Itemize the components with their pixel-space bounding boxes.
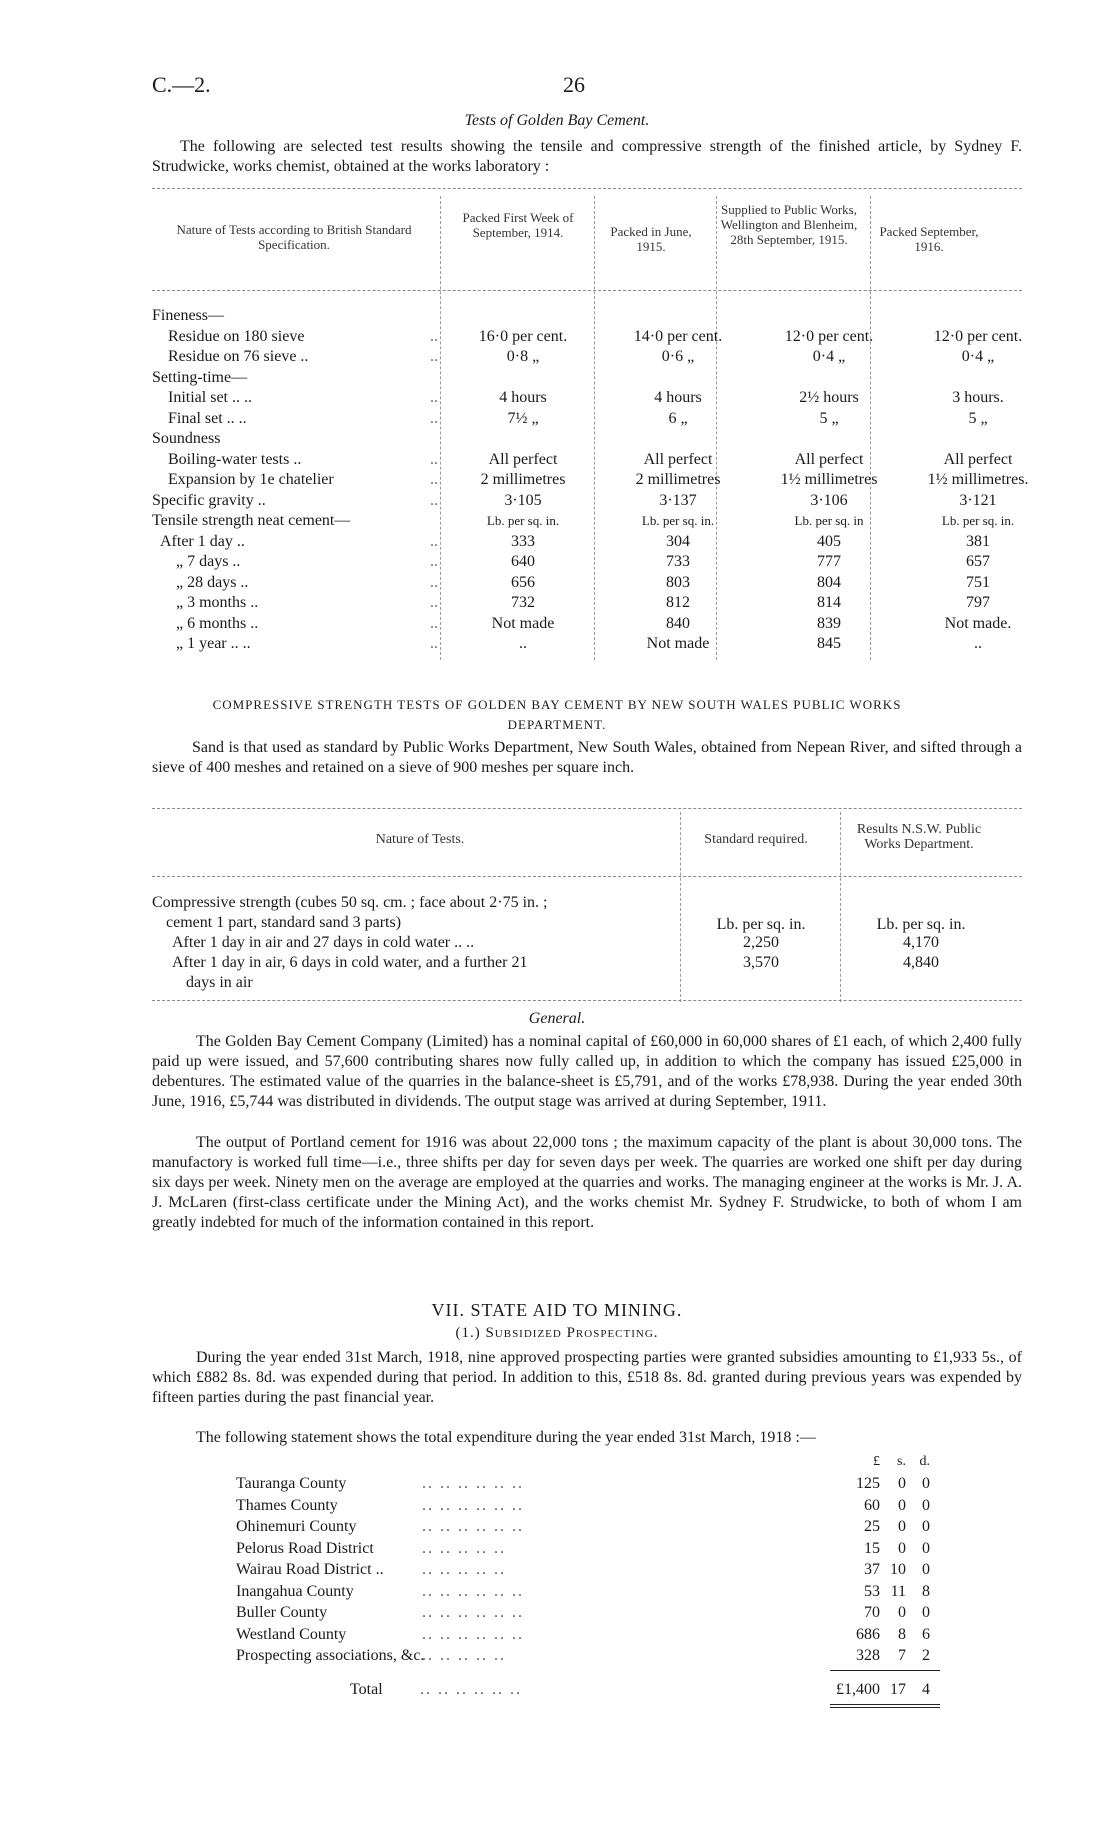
table2-desc-line: cement 1 part, standard sand 3 parts) [166, 914, 402, 931]
table1-row-leader: .. [430, 614, 438, 632]
expenditure-leader: .. .. .. .. .. .. [422, 1496, 524, 1514]
table1-cell: 656 [511, 573, 535, 591]
table1-row-label: Specific gravity .. [152, 491, 266, 509]
table1-cell: 4 hours [499, 389, 547, 406]
table1-cell: 0·4 „ [812, 348, 846, 365]
table1-row [152, 593, 1022, 613]
table2-col-nature: Nature of Tests. [375, 832, 465, 847]
expenditure-name: Ohinemuri County [236, 1518, 357, 1535]
table1-row-leader: .. [430, 491, 438, 509]
table1-cell: 814 [817, 594, 841, 611]
table2-desc-line: After 1 day in air and 27 days in cold water .. .. [172, 934, 475, 951]
table1-cell: 7½ „ [507, 409, 539, 427]
expenditure-name: Pelorus Road District [236, 1539, 374, 1557]
table1-cell: 840 [666, 614, 690, 632]
table1-cell: .. [519, 635, 527, 652]
table2-vrule-2 [840, 812, 841, 1002]
table1-row-leader: .. [430, 409, 438, 427]
table1-cell: 0·4 „ [961, 348, 995, 365]
expenditure-leader: .. .. .. .. .. [422, 1539, 506, 1557]
table1-row-leader: .. [430, 389, 438, 406]
expenditure-row [236, 1582, 936, 1602]
table1-cell: 797 [966, 594, 990, 611]
expenditure-shillings: 8 [898, 1625, 906, 1643]
expenditure-shillings: 0 [898, 1539, 906, 1557]
table1-row-label: Tensile strength neat cement— [152, 512, 351, 529]
expenditure-pence: 0 [922, 1518, 930, 1535]
table1-row [152, 573, 1022, 593]
expenditure-pounds: 686 [856, 1625, 880, 1643]
table1-row-label: Final set .. .. [168, 409, 247, 427]
table1-cell: 3 hours. [952, 389, 1004, 406]
expenditure-pence: 2 [922, 1647, 930, 1664]
expenditure-pence: 0 [922, 1561, 930, 1578]
expenditure-pounds: 25 [864, 1518, 880, 1535]
table1-row-leader: .. [430, 553, 438, 570]
document-code: C.—2. [152, 72, 211, 97]
table2-result-unit: Lb. per sq. in. [876, 916, 966, 933]
table2-bottom-rule [152, 1000, 1022, 1001]
total-rule-bottom [830, 1704, 940, 1705]
table1-col-1914: Packed First Week of September, 1914. [462, 210, 574, 240]
expenditure-leader: .. .. .. .. .. [422, 1561, 506, 1578]
table1-col-1915: Packed in June, 1915. [610, 224, 692, 254]
expenditure-shillings: 0 [898, 1475, 906, 1492]
expenditure-pounds: 37 [864, 1561, 880, 1578]
table1-cell: 14·0 per cent. [633, 327, 723, 345]
table1-row-label: Boiling-water tests .. [168, 450, 302, 468]
table1-cell: 381 [966, 532, 990, 550]
expenditure-pence: 0 [922, 1475, 930, 1492]
table1-cell: Lb. per sq. in. [941, 513, 1015, 528]
expenditure-shillings: 7 [898, 1647, 906, 1664]
table1-cell: 12·0 per cent. [933, 327, 1023, 345]
table1-row [152, 306, 1022, 326]
table1-top-rule [152, 188, 1022, 189]
table1-row [152, 552, 1022, 572]
table2-result-value: 4,840 [903, 954, 939, 971]
expenditure-leader: .. .. .. .. .. .. [422, 1625, 524, 1643]
expenditure-pence: 0 [922, 1496, 930, 1514]
table1-cell: 845 [817, 635, 841, 652]
expenditure-pence: 6 [922, 1625, 930, 1643]
general-paragraph-2: The output of Portland cement for 1916 was about 22,000 tons ; the maximum capacity of the plant is about 30,000 tons. The manufactory is worked full time—i.e., three shifts per day for seven days per week. The quarries are worked one shift per day during six days per week. Ninety men on the average are employed at the quarries and works. The managing engineer at the works is Mr. J. A. J. McLaren (first-class certificate under the Mining Act), and the works chemist Mr. Sydney F. Strudwicke, to both of whom I am greatly indebted for much of the information contained in this report. [152, 1134, 1022, 1231]
compressive-intro: Sand is that used as standard by Public Works Department, New South Wales, obtained from Nepean River, and sifted through a sieve of 400 meshes and retained on a sieve of 900 meshes per square inch. [152, 739, 1022, 776]
table1-cell: 640 [511, 553, 535, 570]
expenditure-row [236, 1603, 936, 1623]
table1-cell: 1½ millimetres [780, 471, 878, 488]
table1-cell: 0·8 „ [506, 348, 540, 365]
table2-standard-value: 3,570 [743, 954, 779, 971]
general-title: General. [528, 1010, 586, 1027]
table1-cell: 803 [666, 573, 690, 591]
table1-cell: 2½ hours [799, 389, 859, 406]
table1-cell: Lb. per sq. in. [486, 513, 560, 528]
table1-cell: 4 hours [654, 389, 702, 406]
expenditure-row [236, 1517, 936, 1537]
table1-row [152, 491, 1022, 511]
total-rule-top [830, 1670, 940, 1671]
table1-row [152, 614, 1022, 634]
expenditure-pounds: 328 [856, 1647, 880, 1664]
table1-cell: 5 „ [968, 409, 988, 427]
table2-col-standard: Standard required. [704, 832, 808, 847]
table2-desc-line: Compressive strength (cubes 50 sq. cm. ; face about 2·75 in. ; [152, 894, 548, 911]
table2-desc-line: After 1 day in air, 6 days in cold water, and a further 21 [172, 954, 528, 971]
table1-cell: 12·0 per cent. [784, 327, 874, 345]
table1-row [152, 634, 1022, 654]
table1-row-leader: .. [430, 532, 438, 550]
section-title-golden-bay: Tests of Golden Bay Cement. [464, 112, 650, 129]
expenditure-row [236, 1474, 936, 1494]
table2-desc-line: days in air [186, 974, 253, 991]
expenditure-row [236, 1646, 936, 1666]
table1-cell: 839 [817, 614, 841, 632]
table1-row [152, 409, 1022, 429]
table1-cell: Not made [646, 635, 710, 652]
table1-cell: .. [974, 635, 982, 652]
table1-col-nature: Nature of Tests according to British Standard Specification. [176, 222, 412, 252]
table1-row-leader: .. [430, 471, 438, 488]
table1-row-label: Initial set .. .. [168, 389, 252, 406]
expenditure-pence: 0 [922, 1539, 930, 1557]
expenditure-name: Wairau Road District .. [236, 1561, 384, 1578]
table1-row [152, 532, 1022, 552]
expenditure-leader: .. .. .. .. .. [422, 1647, 506, 1664]
table1-row-leader: .. [430, 348, 438, 365]
table1-row-leader: .. [430, 594, 438, 611]
table1-cell: All perfect [943, 450, 1013, 468]
table2-top-rule [152, 808, 1022, 809]
expenditure-shillings: 0 [898, 1604, 906, 1621]
table1-cell: Lb. per sq. in [794, 513, 864, 528]
table1-cell: 804 [817, 573, 841, 591]
expenditure-pounds: 15 [864, 1539, 880, 1557]
table1-row [152, 327, 1022, 347]
state-aid-paragraph-2: The following statement shows the total expenditure during the year ended 31st March, 1918 :— [196, 1429, 816, 1446]
table1-row-label: Residue on 76 sieve .. [168, 348, 309, 365]
table1-row-label: Expansion by 1e chatelier [168, 471, 334, 488]
table1-row-label: Residue on 180 sieve [168, 327, 305, 345]
table1-row [152, 511, 1022, 531]
state-aid-paragraph-1: During the year ended 31st March, 1918, nine approved prospecting parties were granted subsidies amounting to £1,933 5s., of which £882 8s. 8d. was expended during that period. In addition to this, £518 8s. 8d. granted during previous years was expended by fifteen parties during the past financial year. [152, 1349, 1022, 1406]
section-title-state-aid: VII. STATE AID TO MINING. [431, 1300, 683, 1320]
expenditure-pounds: 53 [864, 1582, 880, 1600]
pounds-head: £ [873, 1454, 880, 1469]
expenditure-column-heads [236, 1452, 936, 1472]
shillings-head: s. [897, 1454, 906, 1469]
subsection-title-prospecting: (1.) Subsidized Prospecting. [455, 1325, 659, 1341]
table1-cell: Not made. [944, 614, 1012, 632]
golden-bay-intro: The following are selected test results showing the tensile and compressive strength of the finished article, by Sydney F. Strudwicke, works chemist, obtained at the works laboratory : [152, 138, 1022, 175]
table1-cell: 812 [666, 594, 690, 611]
table1-cell: 5 „ [819, 409, 839, 427]
total-pence: 4 [922, 1681, 930, 1698]
table1-cell: 777 [817, 553, 841, 570]
total-shillings: 17 [890, 1681, 906, 1698]
table1-cell: 2 millimetres [480, 471, 566, 488]
expenditure-leader: .. .. .. .. .. .. [422, 1518, 524, 1535]
table2-standard-unit: Lb. per sq. in. [716, 916, 806, 933]
table1-cell: 1½ millimetres. [927, 471, 1029, 488]
expenditure-pounds: 70 [864, 1604, 880, 1621]
total-label: Total [350, 1681, 383, 1698]
table1-cell: All perfect [488, 450, 558, 468]
table1-cell: 732 [511, 594, 535, 611]
expenditure-shillings: 11 [890, 1582, 906, 1600]
table1-header-rule [152, 290, 1022, 291]
table1-row-leader: .. [430, 635, 438, 652]
compressive-heading-cont: DEPARTMENT. [507, 717, 607, 732]
expenditure-name: Buller County [236, 1604, 328, 1621]
table1-row-label: After 1 day .. [160, 532, 245, 550]
table1-cell: Lb. per sq. in. [641, 513, 715, 528]
expenditure-shillings: 0 [898, 1518, 906, 1535]
table1-cell: 2 millimetres [635, 471, 721, 488]
table1-row [152, 388, 1022, 408]
expenditure-pence: 8 [922, 1582, 930, 1600]
table1-row-label: „ 6 months .. [176, 614, 259, 632]
table1-cell: All perfect [794, 450, 864, 468]
expenditure-pence: 0 [922, 1604, 930, 1621]
table1-col-public-works: Supplied to Public Works, Wellington and Blenheim, 28th September, 1915. [720, 202, 858, 247]
table1-row-leader: .. [430, 327, 438, 345]
expenditure-row [236, 1560, 936, 1580]
table1-row-label: Setting-time— [152, 368, 248, 386]
table1-cell: 733 [666, 553, 690, 570]
table2-standard-value: 2,250 [743, 934, 779, 951]
table1-row-leader: .. [430, 573, 438, 591]
expenditure-shillings: 10 [890, 1561, 906, 1578]
general-paragraph-1: The Golden Bay Cement Company (Limited) has a nominal capital of £60,000 in 60,000 shares of £1 each, of which 2,400 fully paid up were issued, and 57,600 contributing shares now fully called up, in addition to which the company has issued £25,000 in debentures. The estimated value of the quarries in the balance-sheet is £5,791, and of the works £78,938. During the year ended 30th June, 1916, £5,744 was distributed in dividends. The output stage was arrived at during September, 1911. [152, 1033, 1022, 1110]
table1-row [152, 347, 1022, 367]
table1-cell: 304 [666, 532, 690, 550]
expenditure-pounds: 60 [864, 1496, 880, 1514]
table1-cell: 3·105 [504, 491, 542, 509]
table1-cell: 657 [966, 553, 990, 570]
total-rule-bottom-double [830, 1707, 940, 1708]
pence-head: d. [919, 1454, 930, 1469]
expenditure-row [236, 1625, 936, 1645]
table1-cell: 0·6 „ [661, 348, 695, 365]
expenditure-pounds: 125 [856, 1475, 880, 1492]
expenditure-name: Westland County [236, 1625, 347, 1643]
table1-cell: 3·137 [659, 491, 697, 509]
expenditure-leader: .. .. .. .. .. .. [422, 1475, 524, 1492]
total-leader: .. .. .. .. .. .. [420, 1681, 522, 1698]
expenditure-name: Thames County [236, 1496, 338, 1514]
table1-row-leader: .. [430, 450, 438, 468]
expenditure-row [236, 1539, 936, 1559]
table1-row-label: „ 3 months .. [176, 594, 259, 611]
table1-row [152, 429, 1022, 449]
table1-cell: 751 [966, 573, 990, 591]
table1-row [152, 368, 1022, 388]
table1-row [152, 450, 1022, 470]
expenditure-total-row [350, 1680, 1050, 1700]
table2-vrule-1 [680, 812, 681, 1002]
expenditure-leader: .. .. .. .. .. .. [422, 1604, 524, 1621]
table1-row-label: Fineness— [152, 307, 224, 324]
table1-cell: 3·106 [810, 491, 848, 509]
table1-row-label: „ 28 days .. [176, 573, 249, 591]
expenditure-name: Tauranga County [236, 1475, 347, 1492]
expenditure-row [236, 1496, 936, 1516]
total-pounds: £1,400 [836, 1681, 880, 1698]
table1-row-label: „ 7 days .. [176, 553, 241, 570]
table2-header-rule [152, 876, 1022, 877]
table1-cell: All perfect [643, 450, 713, 468]
expenditure-name: Inangahua County [236, 1582, 354, 1600]
table1-cell: 6 „ [668, 409, 688, 427]
table1-cell: 405 [817, 532, 841, 550]
table1-cell: Not made [491, 614, 555, 632]
table1-cell: 333 [511, 532, 535, 550]
table1-cell: 16·0 per cent. [478, 327, 568, 345]
table1-row-label: Soundness [152, 430, 221, 447]
table1-col-1916: Packed September, 1916. [879, 224, 979, 254]
table2-col-results: Results N.S.W. Public Works Department. [856, 822, 982, 852]
expenditure-leader: .. .. .. .. .. .. [422, 1582, 524, 1600]
expenditure-shillings: 0 [898, 1496, 906, 1514]
table1-row-label: „ 1 year .. .. [176, 635, 251, 652]
table2-result-value: 4,170 [903, 934, 939, 951]
page-number: 26 [563, 72, 585, 97]
table1-cell: 3·121 [959, 491, 997, 509]
table1-row [152, 470, 1029, 490]
compressive-heading: COMPRESSIVE STRENGTH TESTS OF GOLDEN BAY CEMENT BY NEW SOUTH WALES PUBLIC WORKS [212, 697, 902, 712]
expenditure-name: Prospecting associations, &c. [236, 1647, 425, 1664]
